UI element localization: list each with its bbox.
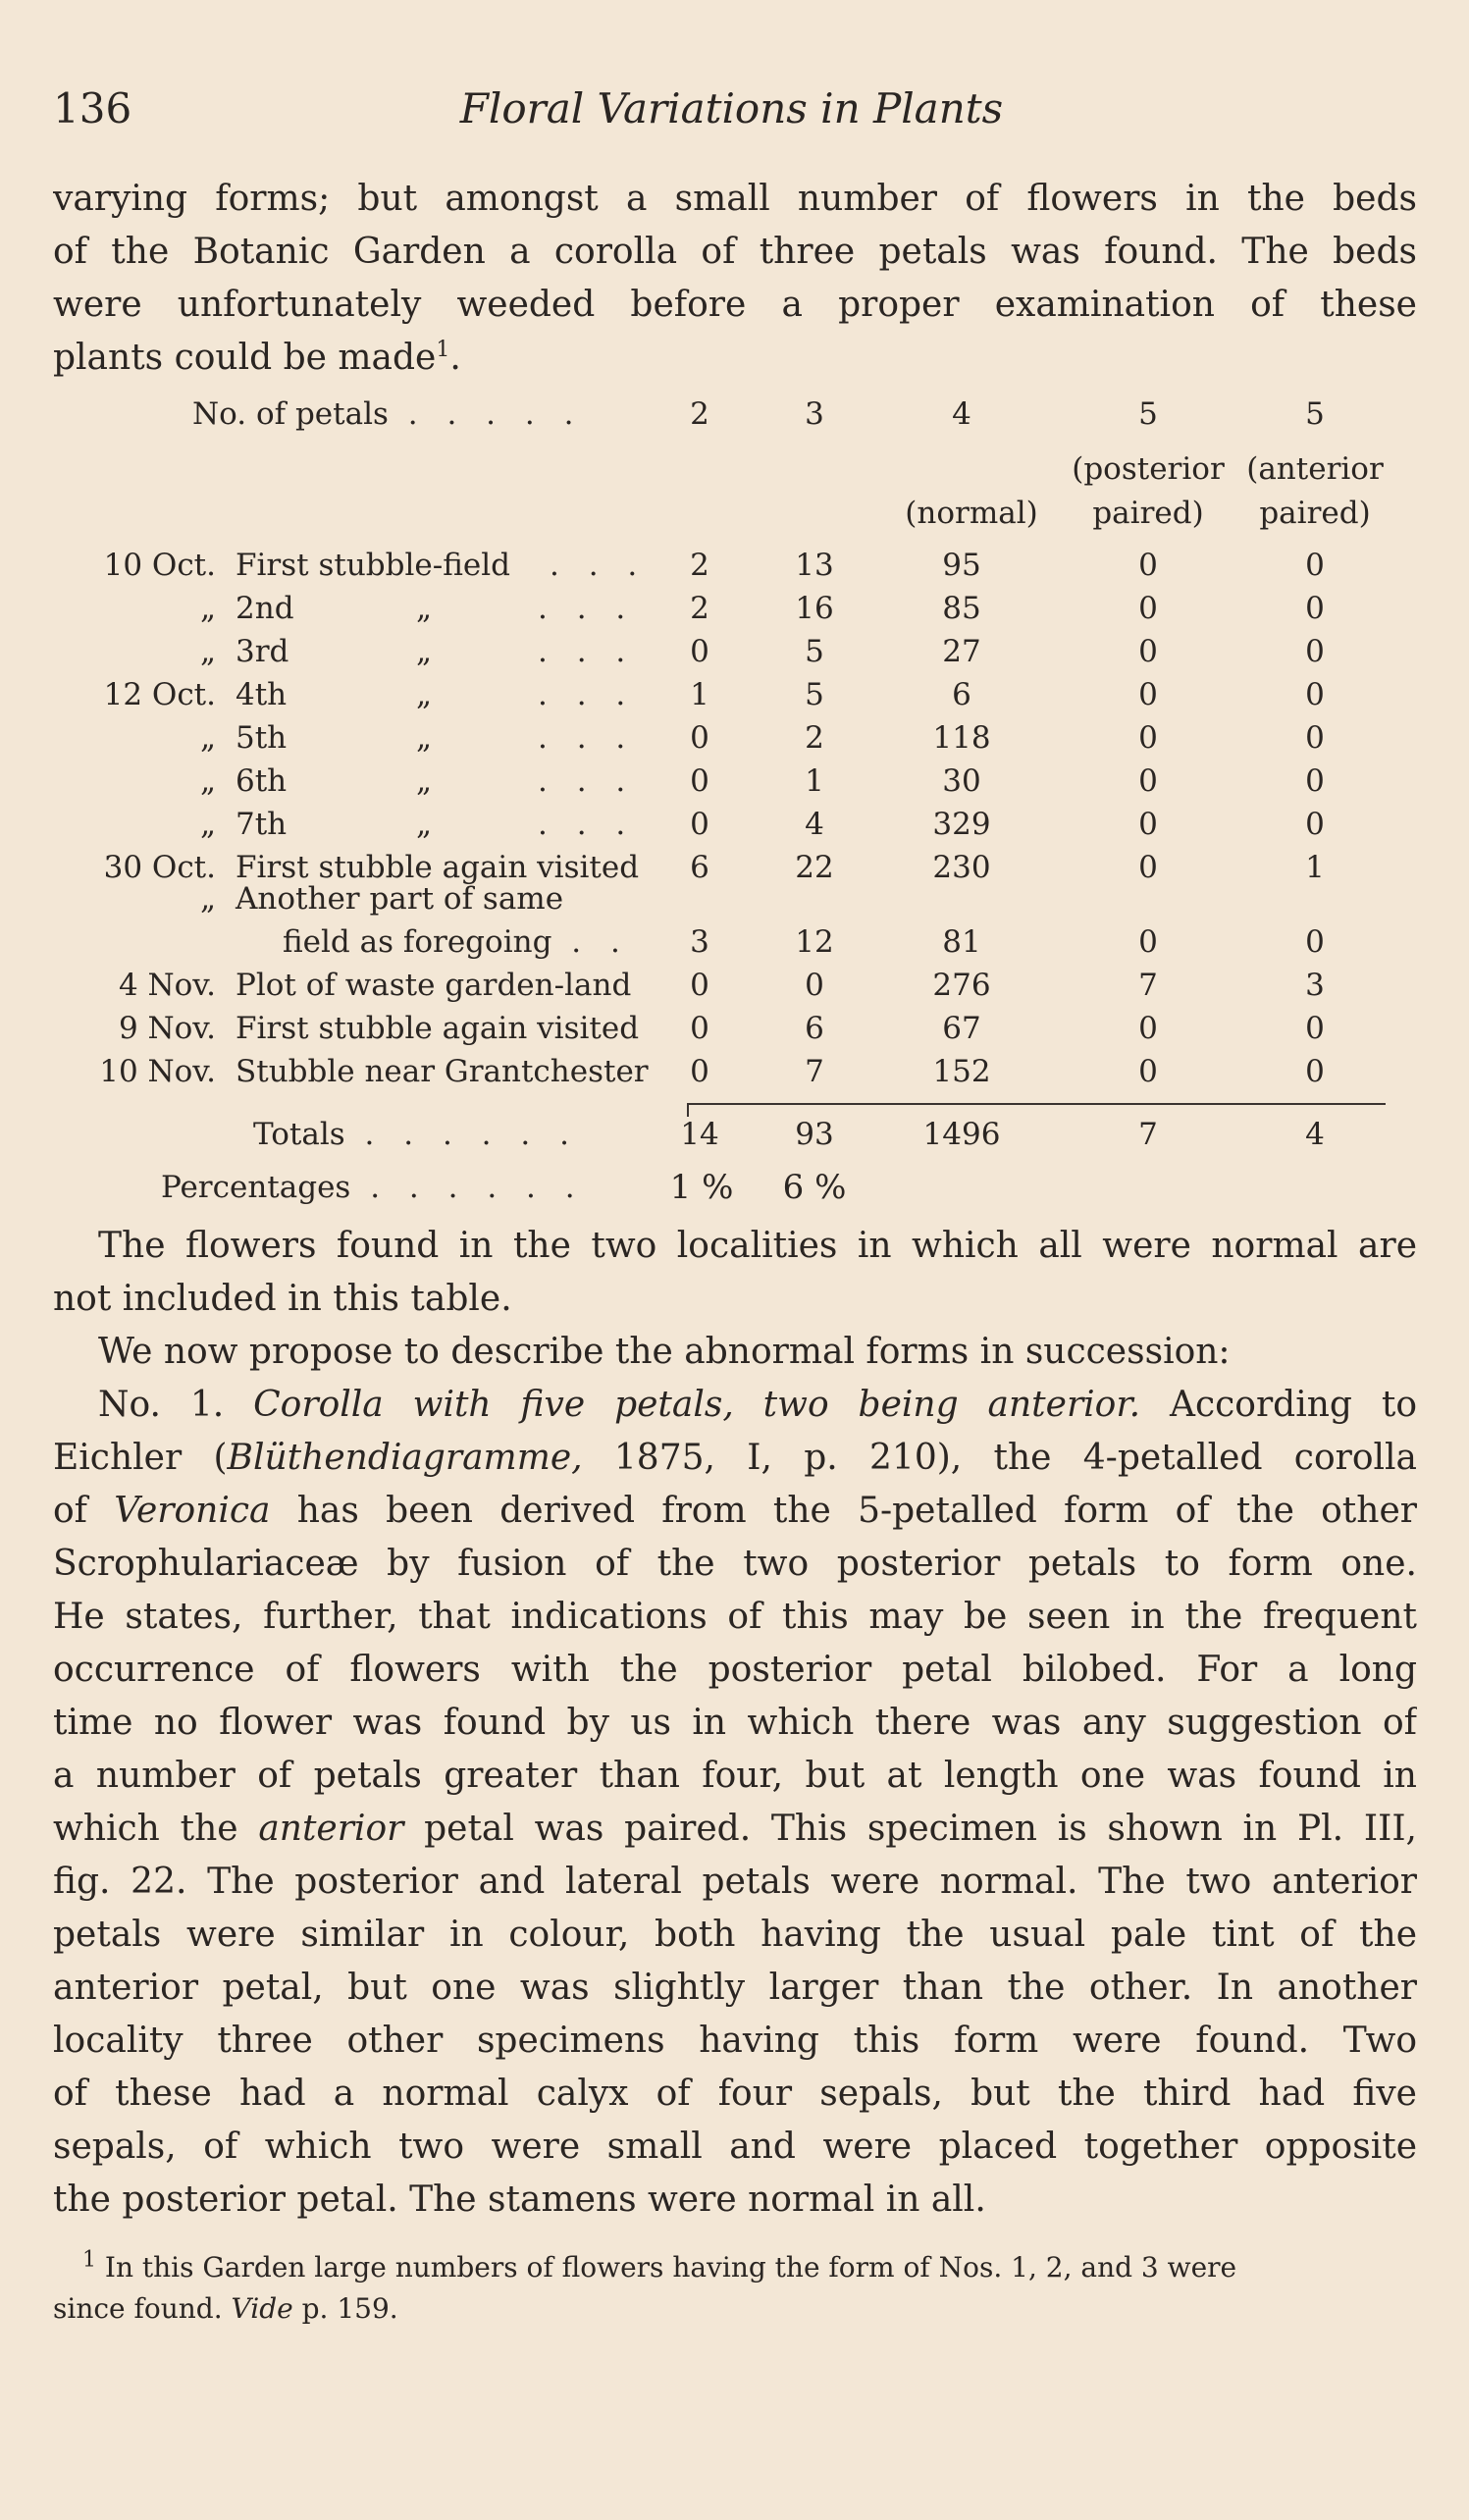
table-cell: 85 bbox=[942, 591, 981, 626]
table-cell: 0 bbox=[1305, 1011, 1325, 1046]
percentage-cell: 6 % bbox=[782, 1168, 847, 1207]
row-date: „ bbox=[199, 634, 216, 669]
footnote-vide: Vide bbox=[231, 2292, 293, 2325]
text-line: petals were similar in colour, both having the usual pale tint of the bbox=[53, 1915, 1417, 1955]
row-leader-dots: . . . bbox=[538, 634, 636, 669]
table-cell: 0 bbox=[690, 634, 709, 669]
text-line: of the Botanic Garden a corolla of three petals was found. The beds bbox=[53, 232, 1417, 272]
table-cell: 81 bbox=[942, 924, 981, 960]
table-cell: 3 bbox=[690, 924, 709, 960]
row-place: 3rd bbox=[236, 634, 289, 669]
table-cell: 0 bbox=[1305, 720, 1325, 756]
intro-period: . bbox=[449, 338, 461, 378]
row-ditto: „ bbox=[416, 591, 433, 626]
text-line: were unfortunately weeded before a proper examination of these bbox=[53, 285, 1417, 325]
table-cell: 0 bbox=[1305, 677, 1325, 712]
intro-paragraph bbox=[53, 173, 1417, 385]
table-cell: 6 bbox=[805, 1011, 824, 1046]
text-line: varying forms; but amongst a small number of flowers in the beds bbox=[53, 179, 1417, 219]
col-subheader: (anterior bbox=[1246, 451, 1384, 487]
table-cell: 3 bbox=[1305, 968, 1325, 1003]
table-cell: 0 bbox=[1138, 1054, 1158, 1089]
genus-name: Veronica bbox=[114, 1491, 271, 1531]
col-header: 4 bbox=[952, 396, 971, 432]
row-leader-dots: . . . bbox=[538, 677, 636, 712]
table-cell: 118 bbox=[932, 720, 991, 756]
row-ditto: „ bbox=[416, 807, 433, 842]
row-leader-dots: . . . bbox=[538, 720, 636, 756]
totals-label: Totals . . . . . . bbox=[253, 1117, 579, 1152]
footnote-line: since found. Vide p. 159. bbox=[53, 2292, 398, 2325]
text-line: fig. 22. The posterior and lateral petals were normal. The two anterior bbox=[53, 1862, 1417, 1902]
total-cell: 14 bbox=[680, 1117, 719, 1152]
row-place: 7th bbox=[236, 807, 288, 842]
table-cell: 0 bbox=[690, 763, 709, 799]
row-leader-dots: . . . bbox=[550, 548, 648, 583]
row-ditto: „ bbox=[416, 720, 433, 756]
col-subheader: (normal) bbox=[905, 496, 1038, 531]
row-place: First stubble-field bbox=[236, 548, 510, 583]
total-cell: 1496 bbox=[922, 1117, 1001, 1152]
footnote bbox=[53, 2247, 1417, 2330]
table-cell: 95 bbox=[942, 548, 981, 583]
row-leader-dots: . . . bbox=[538, 763, 636, 799]
row-date: 10 Oct. bbox=[103, 548, 216, 583]
text-line: We now propose to describe the abnormal forms in succession: bbox=[98, 1332, 1231, 1372]
row-leader-dots: . . . bbox=[538, 807, 636, 842]
col-header: 5 bbox=[1305, 396, 1325, 432]
text-line: locality three other specimens having this form were found. Two bbox=[53, 2021, 1417, 2061]
intro-last-text: plants could be made bbox=[53, 338, 437, 378]
book-title: Blüthendiagramme, bbox=[227, 1438, 583, 1478]
text-line: Eichler (Blüthendiagramme, 1875, I, p. 210), the 4-petalled corolla bbox=[53, 1438, 1417, 1478]
table-cell: 0 bbox=[1305, 924, 1325, 960]
section-title: Corolla with five petals, two being anterior. bbox=[253, 1385, 1141, 1425]
text-line: sepals, of which two were small and were placed together opposite bbox=[53, 2126, 1417, 2167]
table-cell: 152 bbox=[932, 1054, 991, 1089]
table-cell: 0 bbox=[1305, 548, 1325, 583]
text-line: the posterior petal. The stamens were normal in all. bbox=[53, 2179, 986, 2220]
text-line: not included in this table. bbox=[53, 1279, 512, 1319]
table-cell: 0 bbox=[1138, 850, 1158, 885]
table-cell: 0 bbox=[690, 1011, 709, 1046]
col-header: 2 bbox=[690, 396, 709, 432]
text-line: occurrence of flowers with the posterior petal bilobed. For a long bbox=[53, 1650, 1417, 1690]
table-cell: 0 bbox=[690, 1054, 709, 1089]
row-place: 5th bbox=[236, 720, 288, 756]
row-date: „ bbox=[199, 881, 216, 917]
table-cell: 230 bbox=[932, 850, 991, 885]
table-cell: 0 bbox=[690, 968, 709, 1003]
table-cell: 0 bbox=[1305, 763, 1325, 799]
text-line: of Veronica has been derived from the 5-petalled form of the other bbox=[53, 1491, 1417, 1531]
row-place: Stubble near Grantchester bbox=[236, 1054, 649, 1089]
table-cell: 0 bbox=[1138, 1011, 1158, 1046]
percentages-label: Percentages . . . . . . bbox=[161, 1170, 585, 1205]
total-cell: 7 bbox=[1138, 1117, 1158, 1152]
row-date: 30 Oct. bbox=[103, 850, 216, 885]
col-subheader: (posterior bbox=[1072, 451, 1225, 487]
table-cell: 0 bbox=[1138, 548, 1158, 583]
row-ditto: „ bbox=[416, 677, 433, 712]
table-cell: 7 bbox=[1138, 968, 1158, 1003]
text-line: a number of petals greater than four, but at length one was found in bbox=[53, 1756, 1417, 1796]
table-cell: 4 bbox=[805, 807, 824, 842]
table-cell: 0 bbox=[1138, 591, 1158, 626]
percentage-cell: 1 % bbox=[669, 1168, 734, 1207]
col-header: 3 bbox=[805, 396, 824, 432]
table-cell: 2 bbox=[805, 720, 824, 756]
petals-header-label: No. of petals . . . . . bbox=[192, 396, 584, 432]
totals-rule bbox=[687, 1103, 1386, 1105]
table-cell: 7 bbox=[805, 1054, 824, 1089]
table-cell: 13 bbox=[795, 548, 834, 583]
table-cell: 0 bbox=[1138, 807, 1158, 842]
row-place: 2nd bbox=[236, 591, 294, 626]
table-cell: 1 bbox=[690, 677, 709, 712]
row-place: 6th bbox=[236, 763, 288, 799]
table-cell: 2 bbox=[690, 591, 709, 626]
row-date: „ bbox=[199, 720, 216, 756]
table-cell: 0 bbox=[1138, 677, 1158, 712]
table-cell: 276 bbox=[932, 968, 991, 1003]
row-place: 4th bbox=[236, 677, 288, 712]
running-title: Floral Variations in Plants bbox=[459, 84, 1004, 132]
text-line: He states, further, that indications of this may be seen in the frequent bbox=[53, 1597, 1417, 1637]
table-cell: 22 bbox=[795, 850, 834, 885]
table-cell: 0 bbox=[1305, 807, 1325, 842]
text-line: time no flower was found by us in which there was any suggestion of bbox=[53, 1703, 1417, 1743]
page-number: 136 bbox=[53, 84, 132, 132]
table-cell: 1 bbox=[1305, 850, 1325, 885]
total-cell: 4 bbox=[1305, 1117, 1325, 1152]
row-date: 9 Nov. bbox=[118, 1011, 216, 1046]
text-line: anterior petal, but one was slightly larger than the other. In another bbox=[53, 1968, 1417, 2008]
text-line: which the anterior petal was paired. This specimen is shown in Pl. III, bbox=[53, 1809, 1417, 1849]
row-date: 4 Nov. bbox=[118, 968, 216, 1003]
table-cell: 0 bbox=[1138, 763, 1158, 799]
emphasis-word: anterior bbox=[258, 1809, 404, 1849]
body-text bbox=[53, 1220, 1417, 2227]
row-date: „ bbox=[199, 591, 216, 626]
row-place: First stubble again visited bbox=[236, 1011, 640, 1046]
section-number: No. 1. bbox=[98, 1385, 225, 1425]
col-header: 5 bbox=[1138, 396, 1158, 432]
table-cell: 27 bbox=[942, 634, 981, 669]
row-place: Plot of waste garden-land bbox=[236, 968, 632, 1003]
row-date: 12 Oct. bbox=[103, 677, 216, 712]
text-line bbox=[53, 332, 1417, 385]
table-cell: 12 bbox=[795, 924, 834, 960]
row-leader-dots: . . . bbox=[538, 591, 636, 626]
row-date: 10 Nov. bbox=[99, 1054, 216, 1089]
table-cell: 0 bbox=[805, 968, 824, 1003]
table-cell: 0 bbox=[1138, 924, 1158, 960]
table-cell: 16 bbox=[795, 591, 834, 626]
row-place-cont: field as foregoing . . bbox=[283, 924, 630, 960]
table-cell: 5 bbox=[805, 634, 824, 669]
text-line: of these had a normal calyx of four sepals, but the third had five bbox=[53, 2074, 1417, 2114]
row-ditto: „ bbox=[416, 763, 433, 799]
text-line: Scrophulariaceæ by fusion of the two posterior petals to form one. bbox=[53, 1544, 1417, 1584]
col-subheader: paired) bbox=[1259, 496, 1371, 531]
section-heading-line bbox=[53, 1379, 1417, 1432]
table-cell: 2 bbox=[690, 548, 709, 583]
table-cell: 0 bbox=[690, 720, 709, 756]
row-place: Another part of same bbox=[236, 881, 564, 917]
page-header bbox=[53, 84, 1410, 143]
table-cell: 30 bbox=[942, 763, 981, 799]
table-cell: 0 bbox=[1305, 1054, 1325, 1089]
footnote-line: $^1$ In this Garden large numbers of flowers having the form of Nos. 1, 2, and 3 were bbox=[82, 2247, 1237, 2284]
table-cell: 0 bbox=[1305, 591, 1325, 626]
row-date: „ bbox=[199, 763, 216, 799]
table-cell: 6 bbox=[690, 850, 709, 885]
footnote-number: 1 bbox=[82, 2247, 96, 2273]
table-cell: 0 bbox=[1138, 720, 1158, 756]
text-span: According to bbox=[1169, 1385, 1417, 1425]
table-cell: 67 bbox=[942, 1011, 981, 1046]
table-cell: 1 bbox=[805, 763, 824, 799]
text-line: The flowers found in the two localities in which all were normal are bbox=[98, 1226, 1417, 1266]
total-cell: 93 bbox=[795, 1117, 834, 1152]
footnote-marker: 1 bbox=[436, 338, 450, 362]
table-cell: 0 bbox=[1138, 634, 1158, 669]
row-place: First stubble again visited bbox=[236, 850, 640, 885]
table-cell: 0 bbox=[690, 807, 709, 842]
table-cell: 0 bbox=[1305, 634, 1325, 669]
table-cell: 329 bbox=[932, 807, 991, 842]
table-cell: 5 bbox=[805, 677, 824, 712]
col-subheader: paired) bbox=[1092, 496, 1204, 531]
table-cell: 6 bbox=[952, 677, 971, 712]
row-date: „ bbox=[199, 807, 216, 842]
row-ditto: „ bbox=[416, 634, 433, 669]
